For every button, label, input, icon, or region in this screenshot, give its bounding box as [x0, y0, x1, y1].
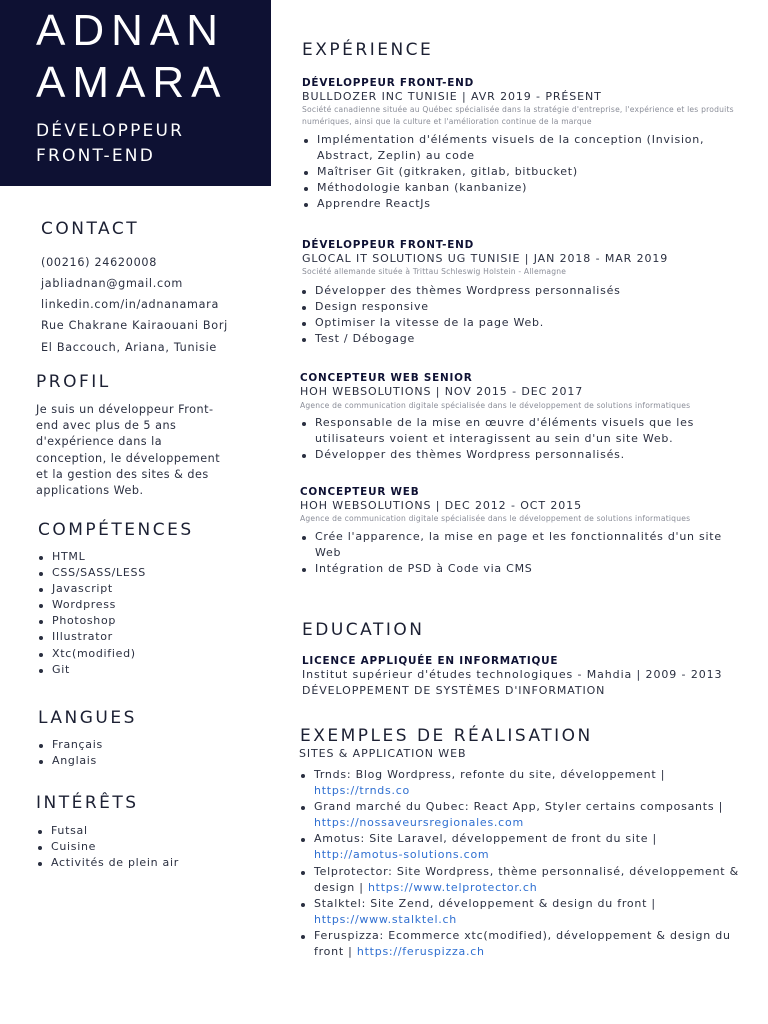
realisation-text: Feruspizza: Ecommerce xtc(modified), développement & design du front | — [314, 928, 731, 959]
job-title: DÉVELOPPEUR FRONT-END — [302, 77, 475, 89]
contact-address-line1: Rue Chakrane Kairaouani Borj — [41, 319, 228, 332]
job-company: BULLDOZER INC TUNISIE | AVR 2019 - PRÉSENT — [302, 90, 602, 103]
competence-item: Photoshop — [37, 613, 146, 629]
realisation-item — [299, 799, 739, 831]
job-title: CONCEPTEUR WEB SENIOR — [300, 372, 473, 384]
profil-text: Je suis un développeur Front-end avec plus de 5 ans d'expérience dans la conception, le développement et la gestion des sites & des applications Web. — [36, 403, 221, 498]
job-bullet: Développer des thèmes Wordpress personnalisés — [300, 283, 730, 299]
realisation-item — [299, 896, 739, 928]
realisation-text: Amotus: Site Laravel, développement de front du site | — [314, 832, 658, 846]
langues-heading: LANGUES — [38, 708, 137, 728]
job-bullet: Intégration de PSD à Code via CMS — [300, 561, 740, 577]
competences-list — [37, 549, 146, 678]
langues-list — [37, 737, 103, 769]
realisation-item — [299, 767, 739, 799]
interets-heading: INTÉRÊTS — [36, 793, 139, 813]
job-bullet: Optimiser la vitesse de la page Web. — [300, 315, 730, 331]
last-name: AMARA — [36, 58, 228, 107]
profil-heading: PROFIL — [36, 372, 111, 392]
job-title: CONCEPTEUR WEB — [300, 486, 420, 498]
realisation-item — [299, 831, 739, 863]
job-bullet: Maîtriser Git (gitkraken, gitlab, bitbucket) — [302, 164, 732, 180]
job-bullets — [300, 283, 730, 347]
interet-item: Cuisine — [36, 839, 179, 855]
education-degree: LICENCE APPLIQUÉE EN INFORMATIQUE — [302, 655, 559, 667]
realisation-link[interactable]: https://feruspizza.ch — [356, 945, 485, 959]
realisations-list — [299, 767, 739, 960]
realisations-heading: EXEMPLES DE RÉALISATION — [300, 726, 593, 746]
competence-item: HTML — [37, 549, 146, 565]
education-heading: EDUCATION — [302, 620, 425, 640]
education-field: DÉVELOPPEMENT DE SYSTÈMES D'INFORMATION — [302, 684, 606, 697]
job-bullet: Responsable de la mise en œuvre d'éléments visuels que les utilisateurs voient et interagissent au sein d'un site Web. — [300, 415, 740, 447]
realisation-text: Telprotector: Site Wordpress, thème personnalisé, développement & design | — [314, 864, 739, 894]
contact-phone: (00216) 24620008 — [41, 256, 158, 269]
job-description: Société allemande située à Trittau Schleswig Holstein - Allemagne — [302, 267, 567, 276]
job-bullets — [300, 415, 740, 463]
realisation-text: Trnds: Blog Wordpress, refonte du site, développement | — [314, 768, 666, 781]
competence-item: CSS/SASS/LESS — [37, 565, 146, 581]
contact-email[interactable]: jabliadnan@gmail.com — [41, 277, 183, 290]
realisation-text: Grand marché du Qubec: React App, Styler certains composants | — [314, 800, 724, 814]
job-title-line1: DÉVELOPPEUR — [36, 121, 185, 141]
job-bullet: Test / Débogage — [300, 331, 730, 347]
contact-address-line2: El Baccouch, Ariana, Tunisie — [41, 341, 217, 354]
langue-item: Anglais — [37, 753, 103, 769]
job-description: Agence de communication digitale spécialisée dans le développement de solutions informatiques — [300, 514, 691, 523]
job-bullet: Développer des thèmes Wordpress personnalisés. — [300, 447, 740, 463]
realisation-link[interactable]: https://trnds.co — [314, 784, 411, 798]
job-bullet: Crée l'apparence, la mise en page et les fonctionnalités d'un site Web — [300, 529, 740, 561]
job-bullet: Design responsive — [300, 299, 730, 315]
job-bullets — [302, 132, 732, 212]
competences-heading: COMPÉTENCES — [38, 520, 194, 540]
realisation-text: Stalktel: Site Zend, développement & design du front | — [314, 896, 656, 910]
job-company: HOH WEBSOLUTIONS | DEC 2012 - OCT 2015 — [300, 499, 582, 512]
contact-linkedin[interactable]: linkedin.com/in/adnanamara — [41, 298, 220, 311]
header-block — [0, 0, 271, 186]
interets-list — [36, 823, 179, 871]
job-bullet: Implémentation d'éléments visuels de la conception (Invision, Abstract, Zeplin) au code — [302, 132, 732, 164]
job-description: Agence de communication digitale spécialisée dans le développement de solutions informatiques — [300, 401, 691, 410]
langue-item: Français — [37, 737, 103, 753]
job-company: HOH WEBSOLUTIONS | NOV 2015 - DEC 2017 — [300, 385, 584, 398]
realisation-item — [299, 864, 739, 896]
competence-item: Javascript — [37, 581, 146, 597]
job-title-line2: FRONT-END — [36, 146, 155, 166]
competence-item: Illustrator — [37, 629, 146, 645]
interet-item: Futsal — [36, 823, 179, 839]
realisation-link[interactable]: http://amotus-solutions.com — [314, 848, 490, 862]
first-name: ADNAN — [36, 6, 226, 55]
realisation-link[interactable]: https://nossaveursregionales.com — [314, 816, 524, 830]
experience-heading: EXPÉRIENCE — [302, 40, 434, 60]
competence-item: Wordpress — [37, 597, 146, 613]
competence-item: Git — [37, 662, 146, 678]
contact-heading: CONTACT — [41, 219, 140, 239]
realisations-subheading: SITES & APPLICATION WEB — [299, 747, 467, 760]
job-description: Société canadienne située au Québec spécialisée dans la stratégie d'entreprise, l'expérience et les produits numériques, ainsi que la culture et l'amélioration continue de la marque — [302, 105, 734, 126]
realisation-link[interactable]: https://www.telprotector.ch — [367, 880, 538, 894]
job-bullet: Méthodologie kanban (kanbanize) — [302, 180, 732, 196]
competence-item: Xtc(modified) — [37, 646, 146, 662]
job-title: DÉVELOPPEUR FRONT-END — [302, 239, 475, 251]
job-bullet: Apprendre ReactJs — [302, 196, 732, 212]
job-company: GLOCAL IT SOLUTIONS UG TUNISIE | JAN 2018 - MAR 2019 — [302, 252, 669, 265]
education-school: Institut supérieur d'études technologiques - Mahdia | 2009 - 2013 — [302, 668, 723, 681]
job-bullets — [300, 529, 740, 577]
realisation-item — [299, 928, 739, 960]
interet-item: Activités de plein air — [36, 855, 179, 871]
realisation-link[interactable]: https://www.stalktel.ch — [314, 912, 458, 926]
